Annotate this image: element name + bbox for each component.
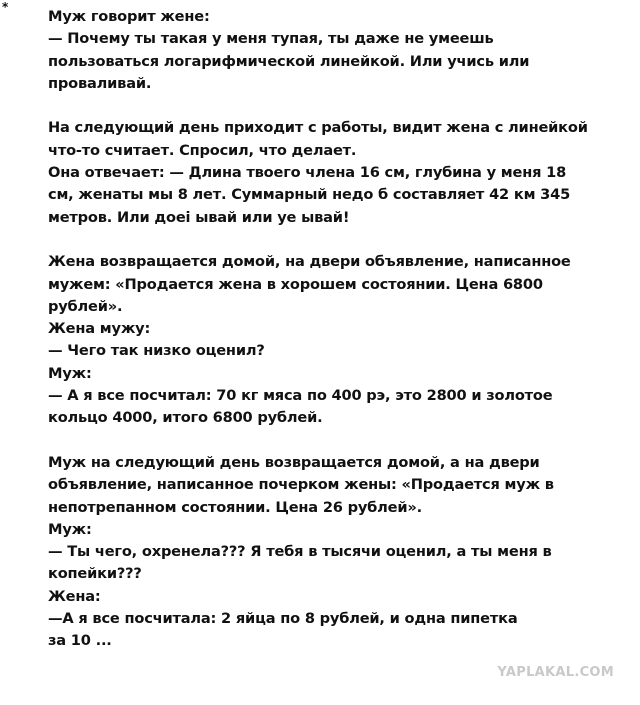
text-line: непотрепанном состоянии. Цена 26 рублей».: [48, 498, 422, 516]
text-line: за 10 ...: [48, 632, 112, 650]
text-line: см, женаты мы 8 лет. Суммарный недо б составляет 42 км 345: [48, 186, 571, 204]
text-line: пользоваться логарифмической линейкой. Или учись или: [48, 52, 530, 70]
joke-text: [48, 6, 618, 653]
text-line: — Почему ты такая у меня тупая, ты даже не умеешь: [48, 30, 494, 48]
text-line: Муж на следующий день возвращается домой, а на двери: [48, 453, 540, 471]
text-line: что-то считает. Спросил, что делает.: [48, 141, 357, 159]
text-line: — А я все посчитал: 70 кг мяса по 400 рэ, это 2800 и золотое: [48, 387, 553, 405]
text-line: кольцо 4000, итого 6800 рублей.: [48, 409, 323, 427]
paragraph-gap: [48, 430, 618, 452]
text-line: объявление, написанное почерком жены: «Продается муж в: [48, 476, 554, 494]
text-line: Муж говорит жене:: [48, 8, 210, 25]
text-line: Жена:: [48, 587, 101, 605]
paragraph-gap: [48, 95, 618, 117]
text-line: На следующий день приходит с работы, видит жена с линейкой: [48, 119, 588, 137]
site-watermark: YAPLAKAL.COM: [497, 665, 614, 680]
text-line: Жена мужу:: [48, 320, 151, 338]
text-line: рублей».: [48, 297, 123, 315]
corner-asterisk: *: [2, 0, 9, 14]
paragraph-3: [48, 251, 618, 429]
text-line: Жена возвращается домой, на двери объявление, написанное: [48, 253, 571, 271]
text-line: — Чего так низко оценил?: [48, 342, 265, 360]
paragraph-4: [48, 452, 618, 653]
text-line: проваливай.: [48, 74, 152, 92]
text-line: Муж:: [48, 364, 92, 382]
paragraph-2: [48, 117, 618, 228]
paragraph-1: [48, 6, 618, 95]
text-line: — Ты чего, охренела??? Я тебя в тысячи оценил, а ты меня в: [48, 543, 552, 561]
text-line: метров. Или доеі ывай или уе ывай!: [48, 208, 350, 226]
text-line: копейки???: [48, 565, 142, 583]
paragraph-gap: [48, 229, 618, 251]
text-line: —А я все посчитала: 2 яйца по 8 рублей, и одна пипетка: [48, 610, 518, 628]
text-line: Муж:: [48, 520, 92, 538]
text-line: Она отвечает: — Длина твоего члена 16 см, глубина у меня 18: [48, 164, 567, 182]
text-line: мужем: «Продается жена в хорошем состоянии. Цена 6800: [48, 275, 543, 293]
